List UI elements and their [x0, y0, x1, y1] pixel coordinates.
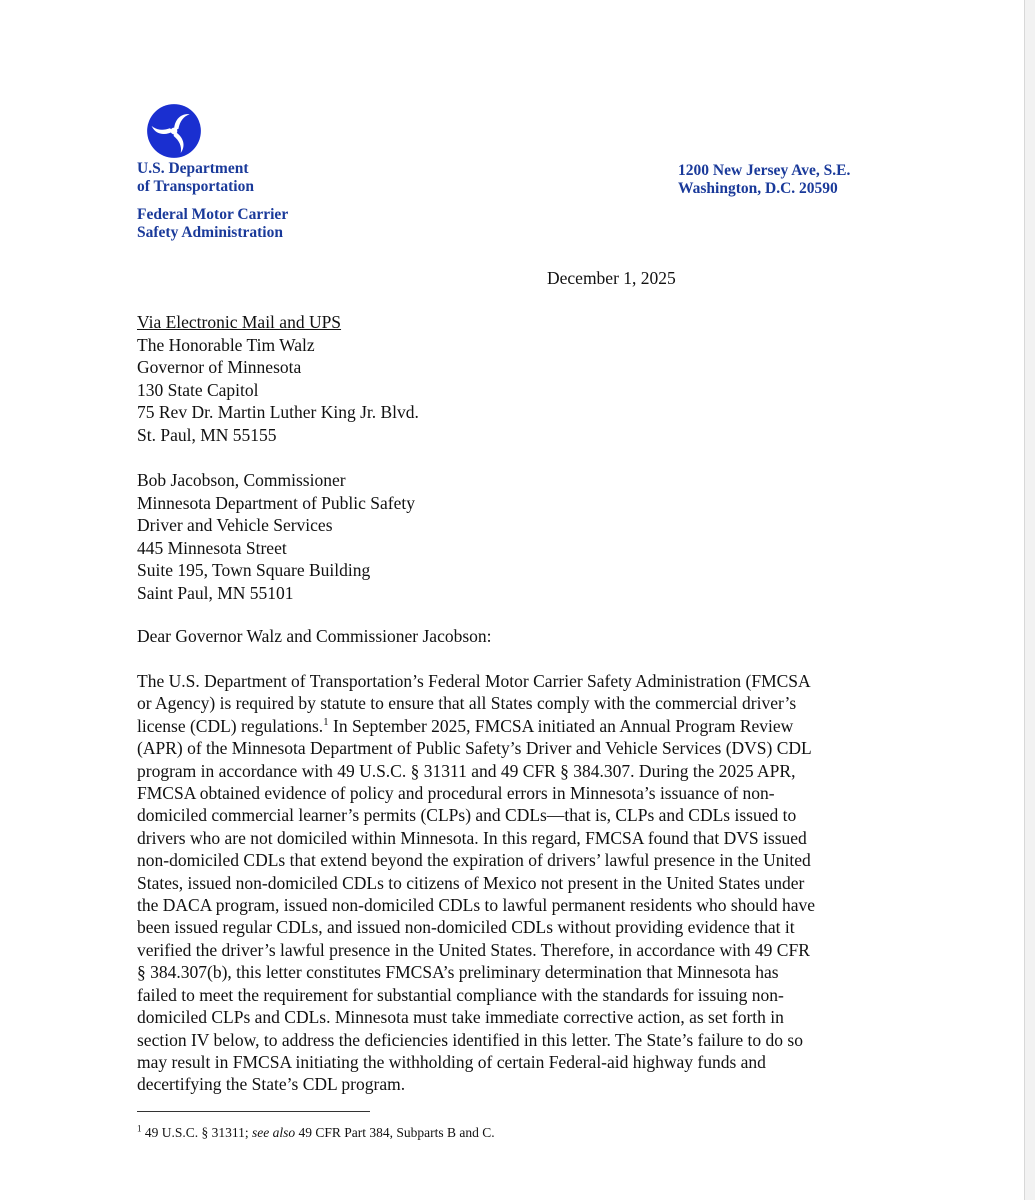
recipient-line: Driver and Vehicle Services [137, 515, 333, 535]
recipient-line: Governor of Minnesota [137, 357, 302, 377]
body-line: program in accordance with 49 U.S.C. § 31311 and 49 CFR § 384.307. During the 2025 APR, [137, 760, 796, 781]
body-paragraph [137, 670, 897, 1096]
recipient-line: Suite 195, Town Square Building [137, 560, 371, 580]
body-line: section IV below, to address the deficiencies identified in this letter. The State’s failure to do so [137, 1029, 803, 1050]
address-line-2: Washington, D.C. 20590 [678, 180, 838, 197]
footnote-reference: 1 [323, 715, 329, 728]
footnote-italic: see also [252, 1125, 296, 1140]
body-line: drivers who are not domiciled within Minnesota. In this regard, FMCSA found that DVS issued [137, 827, 807, 848]
salutation: Dear Governor Walz and Commissioner Jacobson: [137, 626, 492, 646]
body-line-text: license (CDL) regulations. [137, 715, 324, 736]
footnote-text: 49 U.S.C. § 31311; [141, 1125, 253, 1140]
letter-date: December 1, 2025 [547, 268, 676, 288]
footnote [137, 1125, 495, 1141]
recipient-line: 130 State Capitol [137, 379, 259, 400]
body-line [137, 715, 897, 737]
body-line: The U.S. Department of Transportation’s Federal Motor Carrier Safety Administration (FMCSA [137, 671, 811, 691]
body-line: been issued regular CDLs, and issued non-domiciled CDLs without providing evidence that it [137, 917, 795, 938]
body-line: domiciled commercial learner’s permits (CLPs) and CDLs—that is, CLPs and CDLs issued to [137, 805, 797, 826]
body-line: decertifying the State’s CDL program. [137, 1074, 406, 1095]
body-line: States, issued non-domiciled CDLs to citizens of Mexico not present in the United States under [137, 872, 805, 893]
agency-line-2: Safety Administration [137, 224, 283, 241]
recipient-line: 75 Rev Dr. Martin Luther King Jr. Blvd. [137, 402, 419, 422]
usdot-triskelion-icon [146, 103, 202, 159]
department-line-2: of Transportation [137, 178, 254, 195]
address-line-1: 1200 New Jersey Ave, S.E. [678, 162, 851, 179]
body-line: may result in FMCSA initiating the withholding of certain Federal-aid highway funds and [137, 1051, 766, 1072]
recipient-governor [137, 311, 419, 446]
body-line: § 384.307(b), this letter constitutes FMCSA’s preliminary determination that Minnesota has [137, 962, 779, 983]
recipient-line: Bob Jacobson, Commissioner [137, 470, 346, 490]
agency-name [137, 206, 288, 242]
footnote-text: 49 CFR Part 384, Subparts B and C. [295, 1125, 495, 1140]
recipient-line: 445 Minnesota Street [137, 537, 287, 558]
body-line: verified the driver’s lawful presence in the United States. Therefore, in accordance with 49 CFR [137, 939, 810, 960]
department-line-1: U.S. Department [137, 160, 249, 177]
body-line: FMCSA obtained evidence of policy and procedural errors in Minnesota’s issuance of non- [137, 783, 775, 804]
body-line: the DACA program, issued non-domiciled CDLs to lawful permanent residents who should have [137, 895, 816, 916]
recipient-line: Minnesota Department of Public Safety [137, 492, 415, 513]
agency-address [678, 162, 850, 198]
body-line: failed to meet the requirement for substantial compliance with the standards for issuing non- [137, 984, 784, 1005]
recipient-commissioner [137, 469, 415, 604]
delivery-method: Via Electronic Mail and UPS [137, 312, 342, 332]
recipient-line: St. Paul, MN 55155 [137, 424, 277, 445]
agency-line-1: Federal Motor Carrier [137, 206, 289, 223]
body-line: (APR) of the Minnesota Department of Public Safety’s Driver and Vehicle Services (DVS) CDL [137, 738, 812, 759]
body-line: non-domiciled CDLs that extend beyond the expiration of drivers’ lawful presence in the United [137, 850, 811, 871]
footnote-divider [137, 1111, 370, 1112]
department-name [137, 160, 254, 196]
footnote-number: 1 [137, 1123, 142, 1134]
body-line: domiciled CLPs and CDLs. Minnesota must take immediate corrective action, as set forth in [137, 1007, 784, 1028]
recipient-line: The Honorable Tim Walz [137, 334, 315, 355]
recipient-line: Saint Paul, MN 55101 [137, 582, 294, 603]
body-line-text: In September 2025, FMCSA initiated an Annual Program Review [328, 715, 794, 736]
body-line: or Agency) is required by statute to ensure that all States comply with the commercial driver’s [137, 693, 797, 714]
